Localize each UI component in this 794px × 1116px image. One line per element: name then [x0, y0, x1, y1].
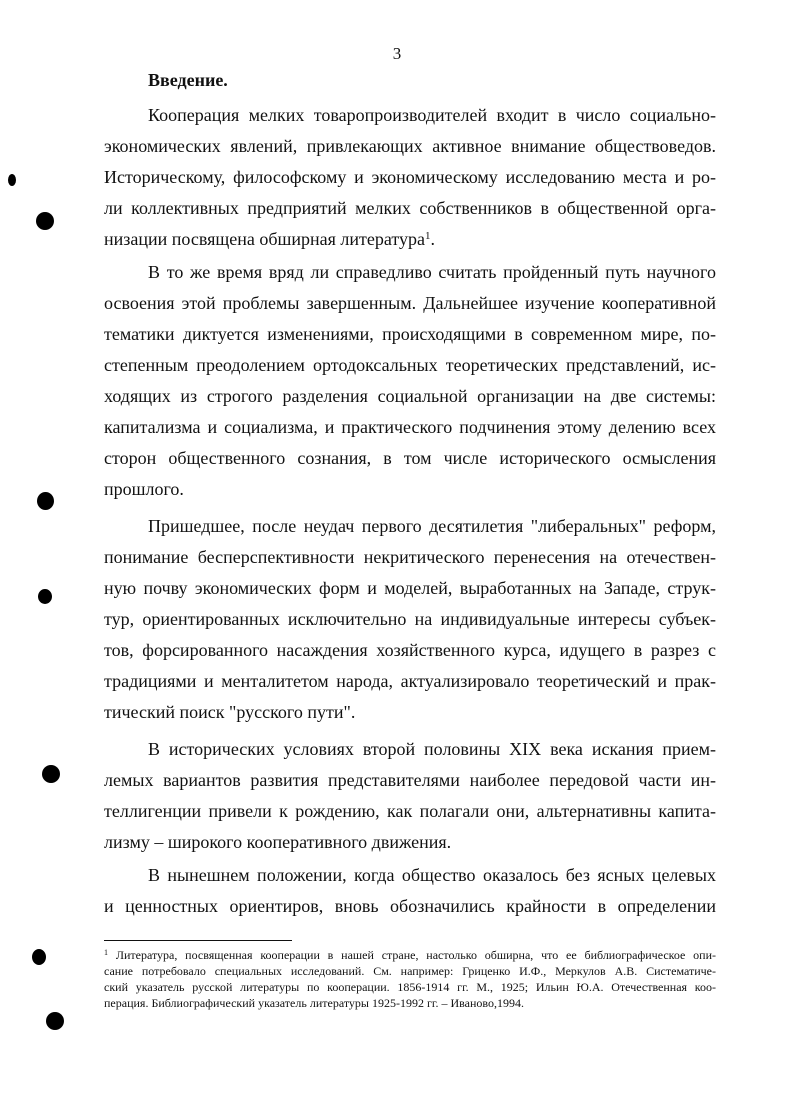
text-line: Историческому, философскому и экономическому исследованию места и ро- [104, 167, 716, 187]
text-line: капитализма и социализма, и практического подчинения этому делению всех [104, 417, 716, 437]
footnote-line [104, 947, 716, 963]
scan-mark [8, 174, 16, 186]
text-line: лемых вариантов развития представителями наиболее передовой части ин- [104, 770, 716, 790]
footnote-marker: 1 [104, 948, 108, 957]
text-line: В то же время вряд ли справедливо считать пройденный путь научного [148, 262, 716, 282]
text-line: понимание бесперспективности некритического перенесения на отечествен- [104, 547, 716, 567]
section-heading: Введение. [148, 70, 228, 90]
text-line: тов, форсированного насаждения хозяйственного курса, идущего в разрез с [104, 640, 716, 660]
punch-hole [38, 589, 52, 604]
text-line: сторон общественного сознания, в том числе исторического осмысления [104, 448, 716, 468]
text-line: и ценностных ориентиров, вновь обозначились крайности в определении [104, 896, 716, 916]
punch-hole [32, 949, 46, 965]
text-fragment: низации посвящена обширная литература [104, 229, 426, 249]
punch-hole [37, 492, 54, 510]
text-line: ходящих из строгого разделения социальной организации на две системы: [104, 386, 716, 406]
text-line: теллигенции привели к рождению, как полагали они, альтернативны капита- [104, 801, 716, 821]
punch-hole [46, 1012, 64, 1030]
footnote-line: сание потребовало специальных исследований. См. например: Гриценко И.Ф., Меркулов А.В. Систематиче- [104, 964, 716, 978]
text-line: лизму – широкого кооперативного движения. [104, 832, 452, 852]
page-number: 3 [392, 44, 402, 63]
text-line: тематики диктуется изменениями, происходящими в современном мире, по- [104, 324, 716, 344]
text-line: В исторических условиях второй половины XIX века искания прием- [148, 739, 716, 759]
footnote [104, 947, 716, 1011]
text-line: Кооперация мелких товаропроизводителей входит в число социально- [148, 105, 716, 125]
text-line: тур, ориентированных исключительно на индивидуальные интересы субъек- [104, 609, 716, 629]
text-line: В нынешнем положении, когда общество оказалось без ясных целевых [148, 865, 716, 885]
footnote-text: Литература, посвященная кооперации в нашей стране, настолько обширна, что ее библиографическое опи- [115, 948, 717, 962]
text-line [104, 224, 716, 254]
text-fragment: . [430, 229, 436, 249]
footnote-line: перация. Библиографический указатель литературы 1925-1992 гг. – Иваново,1994. [104, 996, 524, 1010]
text-line: тический поиск "русского пути". [104, 702, 356, 722]
footnote-separator [104, 940, 292, 941]
text-line: ли коллективных предприятий мелких собственников в общественной орга- [104, 198, 716, 218]
text-line: степенным преодолением ортодоксальных теоретических представлений, ис- [104, 355, 716, 375]
text-line: освоения этой проблемы завершенным. Дальнейшее изучение кооперативной [104, 293, 716, 313]
footnote-reference: 1 [425, 230, 431, 242]
text-line: традициями и менталитетом народа, актуализировало теоретический и прак- [104, 671, 716, 691]
text-line: прошлого. [104, 479, 184, 499]
punch-hole [42, 765, 60, 783]
punch-hole [36, 212, 54, 230]
footnote-line: ский указатель русской литературы по кооперации. 1856-1914 гг. М., 1925; Ильин Ю.А. Отечественная коо- [104, 980, 716, 994]
text-line: ную почву экономических форм и моделей, выработанных на Западе, струк- [104, 578, 716, 598]
text-line: Пришедшее, после неудач первого десятилетия "либеральных" реформ, [148, 516, 716, 536]
text-line: экономических явлений, привлекающих активное внимание обществоведов. [104, 136, 716, 156]
